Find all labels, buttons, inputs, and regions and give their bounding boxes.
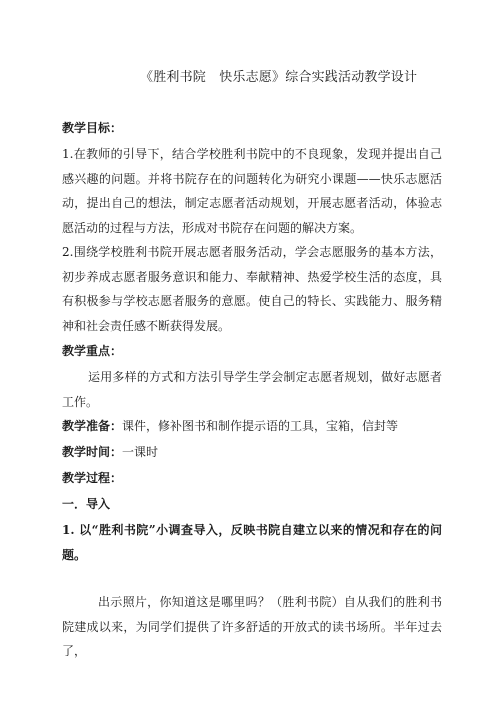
objectives-heading: 教学目标： (62, 121, 123, 135)
focus-heading: 教学重点： (62, 344, 123, 358)
prep-label: 教学准备： (62, 419, 123, 433)
step-1-heading: 1. 以“胜利书院”小调查导入，反映书院自建立以来的情况和存在的问题。 (62, 523, 442, 562)
objective-1: 1.在教师的引导下，结合学校胜利书院中的不良现象，发现并提出自己感兴趣的问题。并将书院存在的问题转化为研究小课题——快乐志愿活动，提出自己的想法，制定志愿者活动规划，开展志愿者活动，体验志愿活动的过程与方法，形成对书院存在问题的解决方案。 (62, 147, 442, 235)
time-line (62, 440, 442, 465)
prep-text: 课件，修补图书和制作提示语的工具，宝箱，信封等 (122, 419, 399, 433)
time-text: 一课时 (122, 445, 159, 459)
objective-2: 2.围绕学校胜利书院开展志愿者服务活动，学会志愿服务的基本方法，初步养成志愿者服务意识和能力、奉献精神、热爱学校生活的态度，具有积极参与学校志愿者服务的意愿。使自己的特长、实践能力、服务精神和社会责任感不断获得发展。 (62, 245, 442, 333)
step-1-text: 出示照片，你知道这是哪里吗？（胜利书院）自从我们的胜利书院建成以来，为同学们提供了许多舒适的开放式的读书场所。半年过去了， (62, 595, 442, 658)
section-1-heading: 一．导入 (62, 497, 111, 511)
focus-text: 运用多样的方式和方法引导学生学会制定志愿者规划，做好志愿者工作。 (62, 370, 442, 409)
process-heading: 教学过程： (62, 471, 123, 485)
prep-line (62, 414, 442, 439)
time-label: 教学时间： (62, 445, 123, 459)
document-title: 《胜利书院 快乐志愿》综合实践活动教学设计 (140, 70, 418, 85)
